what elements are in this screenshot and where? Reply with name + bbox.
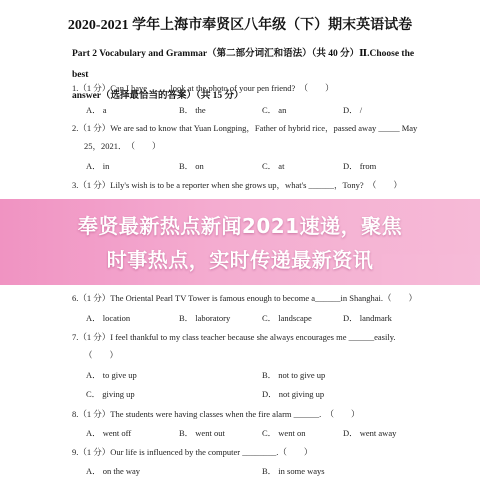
answer-option: B． the (179, 105, 206, 115)
question-line: 1.（1 分）Can I have _____look at the photo of your pen friend? （ ） (72, 83, 334, 93)
section-heading-line-2: answer（选择最恰当的答案）（共 15 分） (72, 91, 244, 101)
answer-option: B． not to give up (262, 370, 326, 380)
answer-option: C． went on (262, 428, 306, 438)
section-heading (72, 44, 432, 107)
question-line: 2.（1 分）We are sad to know that Yuan Longping，Father of hybrid rice，passed away _____ May (72, 123, 418, 133)
answer-option: B． on (179, 161, 204, 171)
answer-option: A． a (86, 105, 107, 115)
exam-title: 2020-2021 学年上海市奉贤区八年级（下）期末英语试卷 (67, 18, 413, 33)
answer-option: A． went off (86, 428, 132, 438)
answer-option: B． laboratory (179, 313, 231, 323)
answer-option: A． location (86, 313, 131, 323)
answer-option: D． / (343, 105, 363, 115)
question-line: 7.（1 分）I feel thankful to my class teacher because she always encourages me ______easily. (72, 332, 396, 342)
answer-option: A． on the way (86, 466, 141, 476)
answer-option: D． landmark (343, 313, 392, 323)
question-line: 8.（1 分）The students were having classes when the fire alarm ______. （ ） (72, 409, 360, 419)
answer-option: C． giving up (86, 389, 135, 399)
answer-option: C． at (262, 161, 285, 171)
answer-option: D． not giving up (262, 389, 325, 399)
answer-option: A． in (86, 161, 110, 171)
answer-option: D． from (343, 161, 377, 171)
answer-option: C． an (262, 105, 287, 115)
question-line: 3.（1 分）Lily's wish is to be a reporter when she grows up，what's ______，Tony? （ ） (72, 180, 402, 190)
banner-headline-line-1: 奉贤最新热点新闻2021速递，聚焦 (77, 214, 403, 238)
answer-option: （ ） (84, 350, 119, 360)
question-line: 25，2021． （ ） (84, 141, 161, 151)
promo-banner (0, 199, 480, 285)
question-line: 9.（1 分）Our life is influenced by the computer ________.（ ） (72, 447, 313, 457)
question-line: 6.（1 分）The Oriental Pearl TV Tower is famous enough to become a______in Shanghai.（ ） (72, 293, 418, 303)
answer-option: B． went out (179, 428, 225, 438)
banner-headline-line-2: 时事热点，实时传递最新资讯 (106, 248, 374, 272)
answer-option: A． to give up (86, 370, 137, 380)
answer-option: B． in some ways (262, 466, 325, 476)
answer-option: D． went away (343, 428, 397, 438)
answer-option: C． landscape (262, 313, 312, 323)
section-heading-line-1: Part 2 Vocabulary and Grammar（第二部分词汇和语法）（共 40 分）Ⅱ.Choose the best (72, 49, 415, 80)
